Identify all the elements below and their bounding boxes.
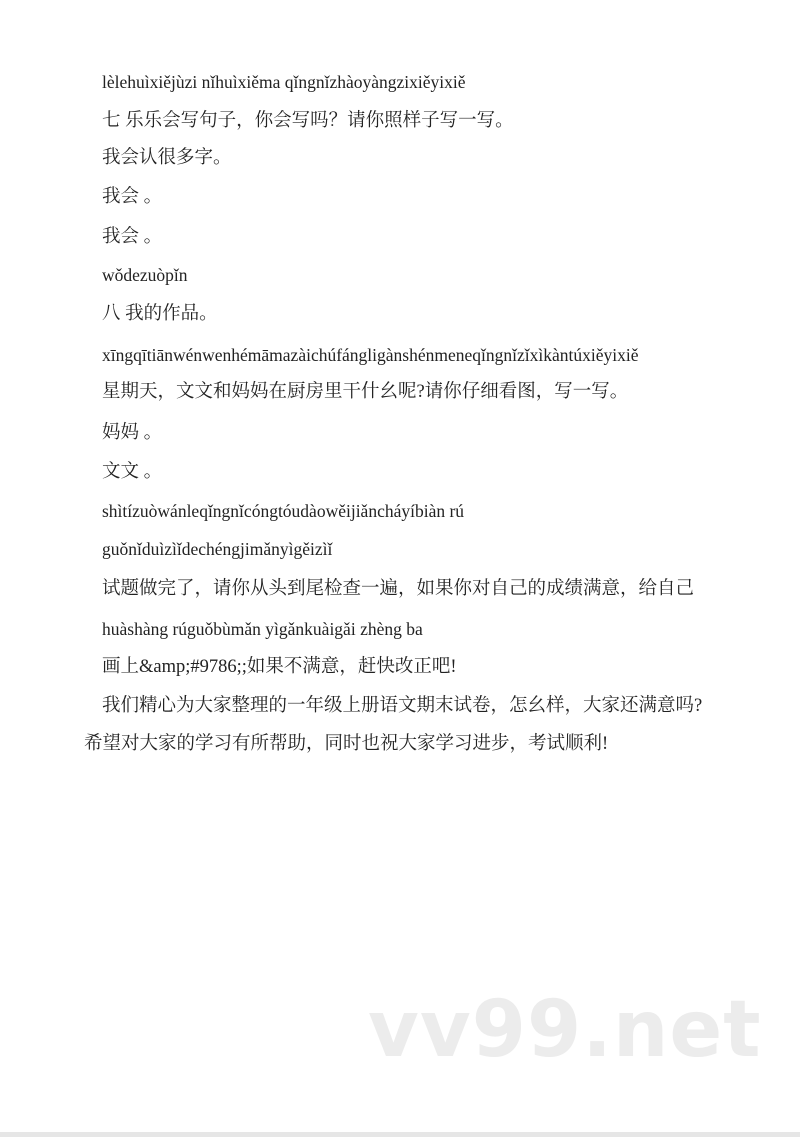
closing-paragraph: 我们精心为大家整理的一年级上册语文期末试卷，怎幺样，大家还满意吗? — [102, 696, 703, 716]
closing-paragraph-continued: 希望对大家的学习有所帮助，同时也祝大家学习进步，考试顺利! — [84, 734, 609, 754]
pinyin-line: xīngqītiānwénwenhémāmazàichúfángligànshénmeneqǐngnǐzǐxìkàntúxiěyixiě — [102, 345, 639, 365]
answer-line: 文文 。 — [102, 462, 163, 482]
pinyin-line: guǒnǐduìzìǐdechéngjimǎnyìgěizìǐ — [102, 539, 333, 559]
question-heading: 七 乐乐会写句子，你会写吗？请你照样子写一写。 — [102, 111, 514, 131]
page-bottom-border — [0, 1132, 800, 1137]
pinyin-line: lèlehuìxiějùzi nǐhuìxiěma qǐngnǐzhàoyàngzixiěyixiě — [102, 72, 466, 92]
watermark: vv99.net — [368, 985, 762, 1075]
instruction-text: 画上&amp;#9786;;如果不满意，赶快改正吧! — [102, 657, 457, 677]
question-text: 星期天，文文和妈妈在厨房里干什幺呢?请你仔细看图，写一写。 — [102, 382, 629, 402]
answer-line: 我会 。 — [102, 187, 163, 207]
pinyin-line: wǒdezuòpǐn — [102, 265, 188, 285]
answer-line: 我会 。 — [102, 227, 163, 247]
pinyin-line: shìtízuòwánleqǐngnǐcóngtóudàowěijiǎncháyíbiàn rú — [102, 501, 465, 521]
answer-line: 妈妈 。 — [102, 423, 163, 443]
question-heading: 八 我的作品。 — [102, 304, 218, 324]
pinyin-line: huàshàng rúguǒbùmǎn yìgǎnkuàigǎi zhèng ba — [102, 619, 423, 639]
example-sentence: 我会认很多字。 — [102, 148, 232, 168]
instruction-text: 试题做完了，请你从头到尾检查一遍，如果你对自己的成绩满意，给自己 — [102, 579, 695, 599]
